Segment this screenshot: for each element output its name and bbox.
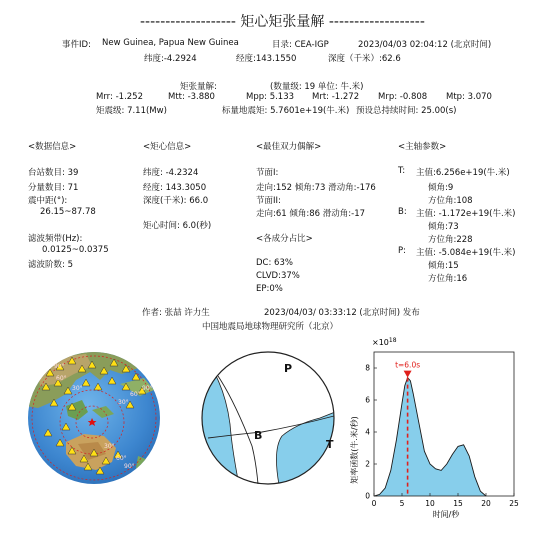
- chart-xlabel: 时间/秒: [432, 510, 460, 519]
- tensor-units: (数量级: 19 单位: 牛.米): [270, 82, 364, 92]
- y-tick-label: 4: [365, 427, 370, 437]
- x-tick-label: 0: [371, 499, 377, 508]
- mrt-value: Mrt: -1.272: [312, 92, 360, 102]
- filter-order: 滤波阶数: 5: [28, 260, 73, 270]
- beachball-diagram: [200, 350, 340, 490]
- moment-magnitude: 矩震级: 7.11(Mw): [96, 106, 167, 116]
- components-heading: <各成分占比>: [256, 234, 313, 244]
- origin-latitude: 纬度:-4.2924: [144, 54, 197, 64]
- event-id-label: 事件ID:: [62, 40, 91, 50]
- distance-label: 震中距(°):: [28, 196, 68, 206]
- tensor-heading: 矩张量解:: [180, 82, 217, 92]
- ring-label: 30°: [72, 385, 83, 392]
- y-tick-label: 6: [365, 395, 370, 405]
- mrr-value: Mrr: -1.252: [96, 92, 143, 102]
- p-axis-marker: P: [284, 362, 293, 375]
- y-tick-label: 0: [365, 491, 370, 501]
- authors: 作者: 张喆 许力生: [142, 308, 210, 318]
- t-axis-plunge: 倾角:9: [428, 183, 454, 193]
- nodal-plane-2-label: 节面II:: [256, 196, 281, 206]
- chart-exponent: $\times 10^{18}$: [372, 337, 397, 347]
- centroid-time-annotation: t=6.0s: [395, 360, 421, 370]
- moment-rate-chart: [344, 334, 522, 524]
- publish-time: 2023/04/03/ 03:33:12 (北京时间) 发布: [264, 308, 420, 318]
- ring-label: 90°: [124, 463, 135, 470]
- t-axis-label: T:: [398, 166, 406, 176]
- p-axis-value: 主值: -5.084e+19(牛.米): [416, 248, 516, 258]
- b-axis-azimuth: 方位角:228: [428, 235, 473, 245]
- filter-band-value: 0.0125~0.0375: [42, 245, 109, 255]
- nodal-plane-2-values: 走向:61 倾角:86 滑动角:-17: [256, 209, 366, 219]
- station-map-globe: [26, 350, 162, 486]
- centroid-time-marker-icon: [404, 371, 412, 378]
- origin-depth: 深度（千米）:62.6: [328, 54, 401, 64]
- ring-label: 60°: [130, 391, 141, 398]
- mtt-value: Mtt: -3.880: [168, 92, 215, 102]
- page-title: ------------------- 矩心矩张量解 -------------------: [140, 14, 425, 30]
- x-tick-label: 25: [509, 499, 519, 508]
- t-axis-azimuth: 方位角:108: [428, 196, 473, 206]
- mrp-value: Mrp: -0.808: [378, 92, 428, 102]
- ring-label: 90°: [142, 385, 153, 392]
- b-axis-marker: B: [254, 429, 263, 442]
- filter-band-label: 滤波频带(Hz):: [28, 234, 83, 244]
- ring-label: 30°: [104, 443, 115, 450]
- p-axis-azimuth: 方位角:16: [428, 274, 468, 284]
- distance-range: 26.15~87.78: [40, 207, 96, 217]
- centroid-time: 矩心时间: 6.0(秒): [143, 221, 212, 231]
- p-axis-label: P:: [398, 246, 406, 256]
- b-axis-value: 主值: -1.172e+19(牛.米): [416, 209, 516, 219]
- t-axis-value: 主值:6.256e+19(牛.米): [416, 168, 510, 178]
- x-tick-label: 15: [453, 499, 463, 508]
- double-couple-heading: <最佳双力偶解>: [256, 142, 322, 152]
- ring-label: 60°: [56, 375, 67, 382]
- event-id: New Guinea, Papua New Guinea: [102, 38, 239, 48]
- ring-label: 90°: [54, 363, 65, 370]
- principal-axes-heading: <主轴参数>: [398, 142, 447, 152]
- x-tick-label: 20: [481, 499, 491, 508]
- centroid-latitude: 纬度: -4.2324: [143, 168, 199, 178]
- nodal-plane-1-values: 走向:152 倾角:73 滑动角:-176: [256, 183, 376, 193]
- b-axis-plunge: 倾角:73: [428, 222, 459, 232]
- chart-plot-area: [365, 352, 519, 508]
- origin-time: 2023/04/03 02:04:12 (北京时间): [358, 40, 492, 50]
- mpp-value: Mpp: 5.133: [246, 92, 295, 102]
- x-tick-label: 10: [425, 499, 435, 508]
- centroid-longitude: 经度: 143.3050: [143, 183, 207, 193]
- ring-label: 30°: [118, 399, 129, 406]
- moment-rate-area: [374, 378, 486, 496]
- origin-longitude: 经度:143.1550: [236, 54, 297, 64]
- total-duration: 预设总持续时间: 25.00(s): [356, 106, 457, 116]
- scalar-moment: 标量地震矩: 5.7601e+19(牛.米): [222, 106, 350, 116]
- nodal-plane-1-label: 节面I:: [256, 168, 279, 178]
- centroid-depth: 深度(千米): 66.0: [143, 196, 209, 206]
- y-tick-label: 8: [365, 363, 370, 373]
- dc-percentage: DC: 63%: [256, 258, 293, 268]
- catalog: 目录: CEA-IGP: [272, 40, 329, 50]
- institute: 中国地震局地球物理研究所（北京）: [202, 322, 339, 332]
- ring-label: 60°: [116, 455, 127, 462]
- p-axis-plunge: 倾角:15: [428, 261, 459, 271]
- t-axis-marker: T: [326, 438, 334, 451]
- ep-percentage: EP:0%: [256, 284, 283, 294]
- data-info-heading: <数据信息>: [28, 142, 77, 152]
- component-count: 分量数目: 71: [28, 183, 79, 193]
- b-axis-label: B:: [398, 207, 407, 217]
- x-tick-label: 5: [399, 499, 405, 508]
- centroid-heading: <矩心信息>: [143, 142, 192, 152]
- mtp-value: Mtp: 3.070: [446, 92, 492, 102]
- chart-ylabel: 矩率函数(牛.米/秒): [350, 416, 359, 484]
- clvd-percentage: CLVD:37%: [256, 271, 300, 281]
- station-count: 台站数目: 39: [28, 168, 79, 178]
- y-tick-label: 2: [365, 459, 370, 469]
